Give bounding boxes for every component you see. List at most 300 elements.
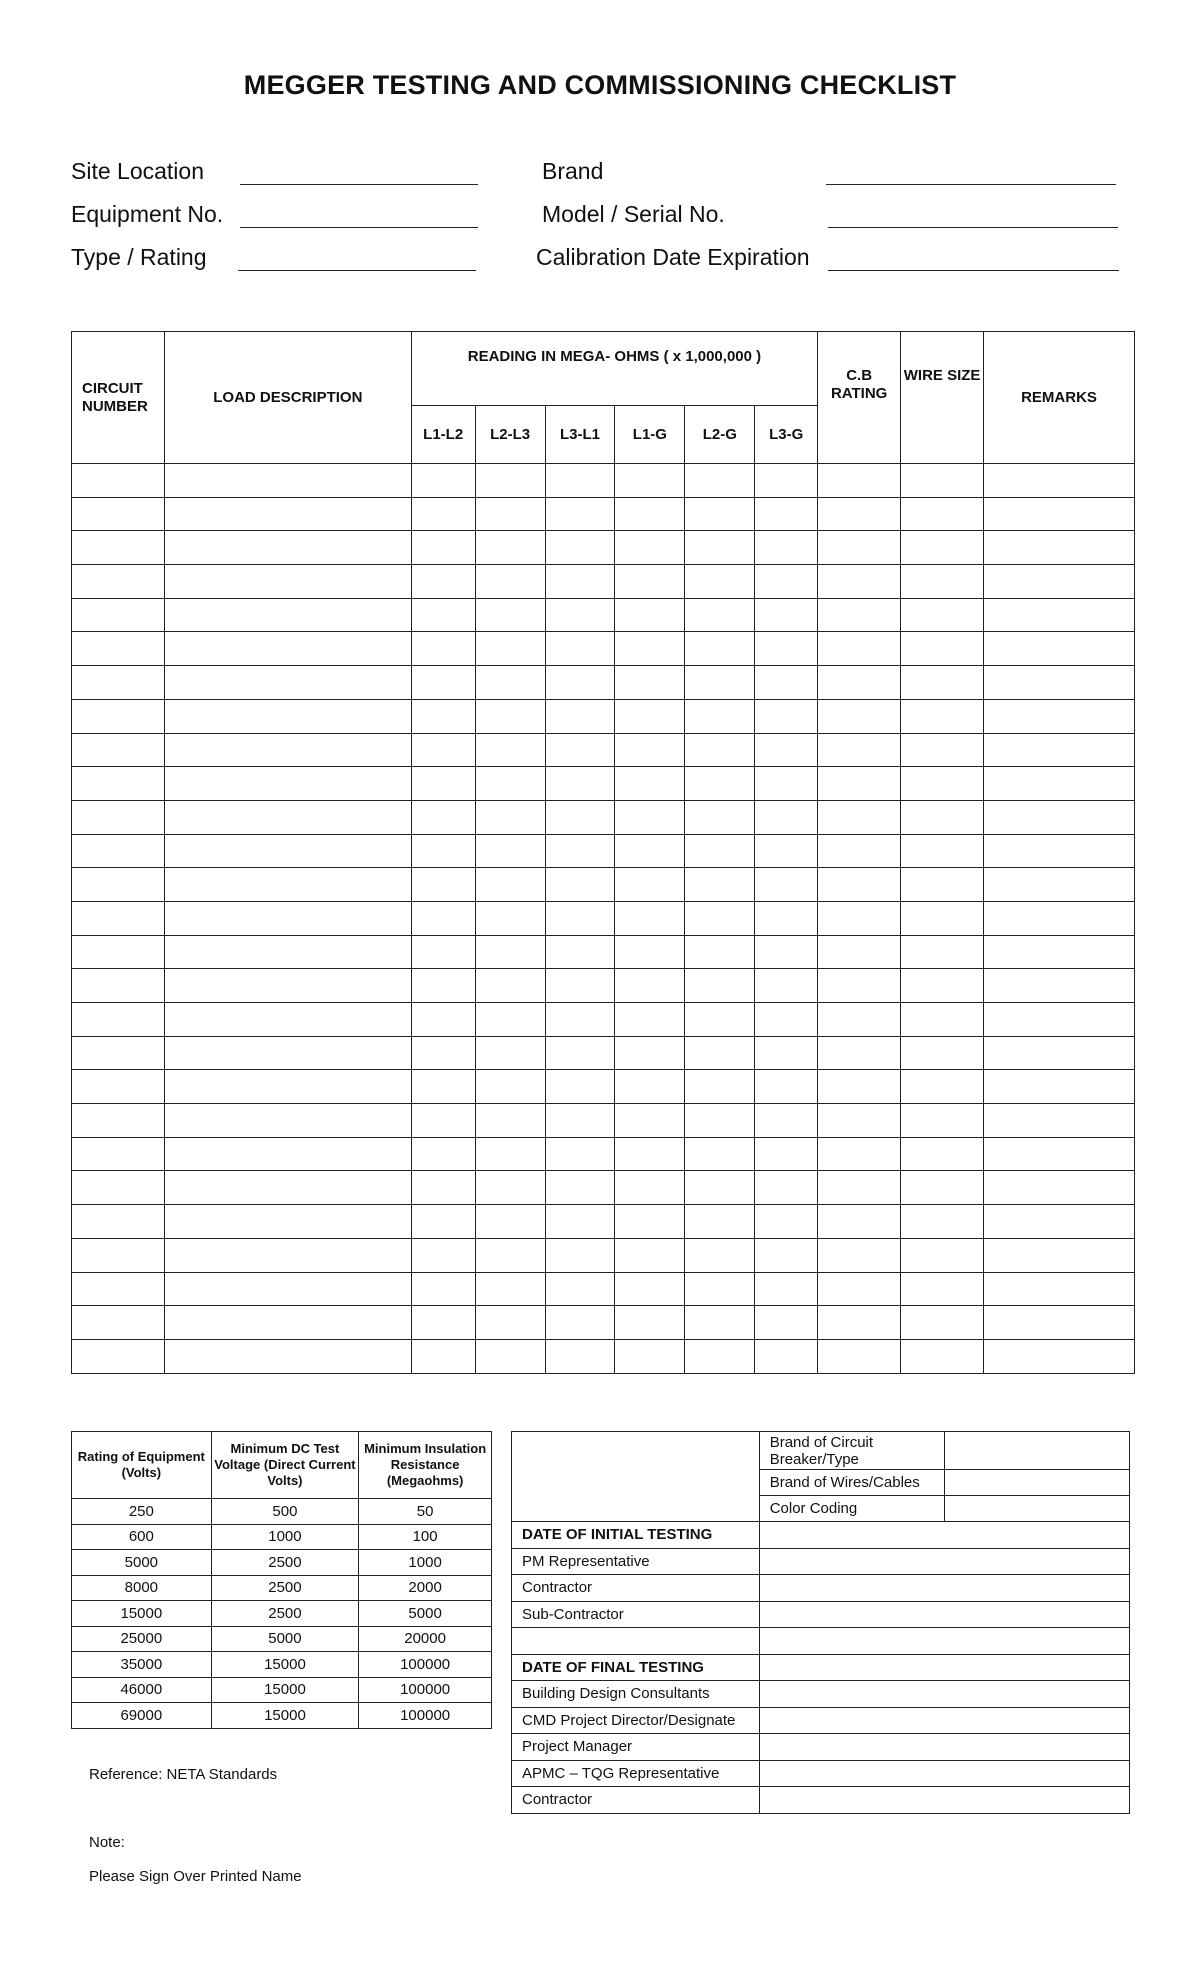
entry-cell[interactable] [901, 497, 984, 531]
entry-cell[interactable] [755, 565, 818, 599]
entry-cell[interactable] [685, 598, 755, 632]
entry-cell[interactable] [984, 767, 1135, 801]
entry-cell[interactable] [545, 1104, 615, 1138]
entry-cell[interactable] [411, 868, 475, 902]
entry-cell[interactable] [685, 531, 755, 565]
entry-cell[interactable] [72, 1036, 165, 1070]
entry-cell[interactable] [164, 1272, 411, 1306]
entry-cell[interactable] [755, 767, 818, 801]
entry-cell[interactable] [164, 1205, 411, 1239]
entry-cell[interactable] [901, 1104, 984, 1138]
entry-cell[interactable] [901, 531, 984, 565]
signature-field[interactable] [759, 1707, 1129, 1734]
entry-cell[interactable] [72, 1306, 165, 1340]
entry-cell[interactable] [545, 464, 615, 498]
entry-cell[interactable] [475, 1171, 545, 1205]
entry-cell[interactable] [164, 868, 411, 902]
entry-cell[interactable] [411, 632, 475, 666]
entry-cell[interactable] [901, 464, 984, 498]
entry-cell[interactable] [164, 834, 411, 868]
entry-cell[interactable] [475, 598, 545, 632]
entry-cell[interactable] [411, 699, 475, 733]
entry-cell[interactable] [685, 666, 755, 700]
entry-cell[interactable] [685, 733, 755, 767]
entry-cell[interactable] [164, 969, 411, 1003]
entry-cell[interactable] [901, 1238, 984, 1272]
entry-cell[interactable] [818, 1339, 901, 1373]
entry-cell[interactable] [984, 1339, 1135, 1373]
entry-cell[interactable] [685, 632, 755, 666]
entry-cell[interactable] [755, 1036, 818, 1070]
entry-cell[interactable] [615, 1339, 685, 1373]
entry-cell[interactable] [411, 1137, 475, 1171]
entry-cell[interactable] [72, 1171, 165, 1205]
entry-cell[interactable] [72, 800, 165, 834]
entry-cell[interactable] [475, 868, 545, 902]
entry-cell[interactable] [164, 733, 411, 767]
entry-cell[interactable] [615, 1104, 685, 1138]
entry-cell[interactable] [164, 531, 411, 565]
entry-cell[interactable] [545, 935, 615, 969]
model-serial-field[interactable] [828, 227, 1118, 228]
entry-cell[interactable] [755, 1171, 818, 1205]
entry-cell[interactable] [164, 497, 411, 531]
type-rating-field[interactable] [238, 270, 476, 271]
entry-cell[interactable] [901, 1070, 984, 1104]
entry-cell[interactable] [901, 834, 984, 868]
entry-cell[interactable] [984, 1171, 1135, 1205]
entry-cell[interactable] [545, 1306, 615, 1340]
entry-cell[interactable] [72, 598, 165, 632]
entry-cell[interactable] [475, 767, 545, 801]
entry-cell[interactable] [615, 868, 685, 902]
entry-cell[interactable] [164, 1003, 411, 1037]
entry-cell[interactable] [984, 1205, 1135, 1239]
brand-wires-field[interactable] [945, 1470, 1130, 1496]
entry-cell[interactable] [818, 834, 901, 868]
signature-field[interactable] [759, 1760, 1129, 1787]
brand-field[interactable] [826, 184, 1116, 185]
entry-cell[interactable] [545, 565, 615, 599]
entry-cell[interactable] [411, 666, 475, 700]
entry-cell[interactable] [755, 1205, 818, 1239]
entry-cell[interactable] [164, 1070, 411, 1104]
entry-cell[interactable] [72, 565, 165, 599]
entry-cell[interactable] [545, 733, 615, 767]
entry-cell[interactable] [164, 1238, 411, 1272]
entry-cell[interactable] [984, 868, 1135, 902]
entry-cell[interactable] [475, 935, 545, 969]
entry-cell[interactable] [901, 1003, 984, 1037]
entry-cell[interactable] [615, 1137, 685, 1171]
entry-cell[interactable] [755, 1306, 818, 1340]
entry-cell[interactable] [411, 935, 475, 969]
entry-cell[interactable] [164, 1171, 411, 1205]
entry-cell[interactable] [901, 699, 984, 733]
entry-cell[interactable] [984, 1036, 1135, 1070]
entry-cell[interactable] [685, 565, 755, 599]
entry-cell[interactable] [411, 1036, 475, 1070]
entry-cell[interactable] [545, 767, 615, 801]
entry-cell[interactable] [615, 565, 685, 599]
entry-cell[interactable] [818, 598, 901, 632]
entry-cell[interactable] [72, 868, 165, 902]
entry-cell[interactable] [615, 464, 685, 498]
entry-cell[interactable] [545, 834, 615, 868]
entry-cell[interactable] [615, 497, 685, 531]
entry-cell[interactable] [72, 1272, 165, 1306]
entry-cell[interactable] [901, 767, 984, 801]
entry-cell[interactable] [615, 834, 685, 868]
entry-cell[interactable] [72, 1137, 165, 1171]
entry-cell[interactable] [984, 1238, 1135, 1272]
entry-cell[interactable] [411, 1238, 475, 1272]
entry-cell[interactable] [411, 565, 475, 599]
entry-cell[interactable] [475, 1036, 545, 1070]
entry-cell[interactable] [411, 1070, 475, 1104]
entry-cell[interactable] [901, 1171, 984, 1205]
entry-cell[interactable] [984, 901, 1135, 935]
entry-cell[interactable] [545, 1238, 615, 1272]
signature-field[interactable] [759, 1548, 1129, 1575]
entry-cell[interactable] [755, 868, 818, 902]
entry-cell[interactable] [818, 1137, 901, 1171]
entry-cell[interactable] [685, 699, 755, 733]
entry-cell[interactable] [685, 1272, 755, 1306]
entry-cell[interactable] [545, 1070, 615, 1104]
entry-cell[interactable] [164, 632, 411, 666]
entry-cell[interactable] [901, 1137, 984, 1171]
entry-cell[interactable] [411, 1171, 475, 1205]
entry-cell[interactable] [984, 699, 1135, 733]
entry-cell[interactable] [685, 1339, 755, 1373]
signature-field[interactable] [759, 1681, 1129, 1708]
entry-cell[interactable] [755, 1003, 818, 1037]
entry-cell[interactable] [901, 969, 984, 1003]
entry-cell[interactable] [818, 565, 901, 599]
entry-cell[interactable] [72, 464, 165, 498]
entry-cell[interactable] [755, 666, 818, 700]
entry-cell[interactable] [164, 1339, 411, 1373]
entry-cell[interactable] [615, 531, 685, 565]
entry-cell[interactable] [475, 1205, 545, 1239]
entry-cell[interactable] [545, 901, 615, 935]
entry-cell[interactable] [685, 800, 755, 834]
entry-cell[interactable] [164, 767, 411, 801]
entry-cell[interactable] [818, 1272, 901, 1306]
entry-cell[interactable] [984, 497, 1135, 531]
entry-cell[interactable] [984, 1272, 1135, 1306]
entry-cell[interactable] [818, 800, 901, 834]
entry-cell[interactable] [411, 1306, 475, 1340]
entry-cell[interactable] [475, 800, 545, 834]
entry-cell[interactable] [475, 901, 545, 935]
entry-cell[interactable] [615, 1003, 685, 1037]
entry-cell[interactable] [984, 1070, 1135, 1104]
entry-cell[interactable] [685, 1171, 755, 1205]
entry-cell[interactable] [164, 1036, 411, 1070]
site-location-field[interactable] [240, 184, 478, 185]
entry-cell[interactable] [164, 699, 411, 733]
entry-cell[interactable] [72, 767, 165, 801]
entry-cell[interactable] [72, 1070, 165, 1104]
entry-cell[interactable] [545, 1003, 615, 1037]
signature-field[interactable] [759, 1575, 1129, 1602]
entry-cell[interactable] [818, 699, 901, 733]
entry-cell[interactable] [901, 901, 984, 935]
entry-cell[interactable] [755, 733, 818, 767]
entry-cell[interactable] [72, 1238, 165, 1272]
entry-cell[interactable] [755, 464, 818, 498]
entry-cell[interactable] [411, 767, 475, 801]
entry-cell[interactable] [755, 935, 818, 969]
entry-cell[interactable] [164, 464, 411, 498]
entry-cell[interactable] [545, 699, 615, 733]
entry-cell[interactable] [475, 1070, 545, 1104]
entry-cell[interactable] [984, 969, 1135, 1003]
entry-cell[interactable] [615, 935, 685, 969]
entry-cell[interactable] [72, 901, 165, 935]
entry-cell[interactable] [411, 1104, 475, 1138]
entry-cell[interactable] [475, 565, 545, 599]
entry-cell[interactable] [818, 935, 901, 969]
entry-cell[interactable] [755, 834, 818, 868]
entry-cell[interactable] [164, 1137, 411, 1171]
entry-cell[interactable] [818, 868, 901, 902]
entry-cell[interactable] [685, 969, 755, 1003]
entry-cell[interactable] [72, 969, 165, 1003]
entry-cell[interactable] [685, 497, 755, 531]
entry-cell[interactable] [72, 497, 165, 531]
entry-cell[interactable] [615, 666, 685, 700]
entry-cell[interactable] [685, 868, 755, 902]
entry-cell[interactable] [72, 935, 165, 969]
entry-cell[interactable] [411, 1205, 475, 1239]
entry-cell[interactable] [475, 1003, 545, 1037]
entry-cell[interactable] [818, 666, 901, 700]
entry-cell[interactable] [475, 834, 545, 868]
entry-cell[interactable] [615, 1171, 685, 1205]
entry-cell[interactable] [615, 632, 685, 666]
entry-cell[interactable] [818, 901, 901, 935]
entry-cell[interactable] [685, 1205, 755, 1239]
entry-cell[interactable] [475, 1272, 545, 1306]
entry-cell[interactable] [984, 1306, 1135, 1340]
brand-cb-field[interactable] [945, 1432, 1130, 1470]
entry-cell[interactable] [545, 1205, 615, 1239]
entry-cell[interactable] [545, 598, 615, 632]
entry-cell[interactable] [475, 733, 545, 767]
entry-cell[interactable] [755, 497, 818, 531]
entry-cell[interactable] [755, 800, 818, 834]
entry-cell[interactable] [164, 1306, 411, 1340]
entry-cell[interactable] [475, 699, 545, 733]
equipment-no-field[interactable] [240, 227, 478, 228]
entry-cell[interactable] [545, 1137, 615, 1171]
entry-cell[interactable] [901, 733, 984, 767]
entry-cell[interactable] [755, 1339, 818, 1373]
entry-cell[interactable] [984, 632, 1135, 666]
entry-cell[interactable] [72, 699, 165, 733]
entry-cell[interactable] [411, 531, 475, 565]
entry-cell[interactable] [545, 868, 615, 902]
entry-cell[interactable] [615, 1306, 685, 1340]
entry-cell[interactable] [818, 969, 901, 1003]
entry-cell[interactable] [72, 1339, 165, 1373]
entry-cell[interactable] [411, 901, 475, 935]
entry-cell[interactable] [755, 699, 818, 733]
signature-field[interactable] [759, 1522, 1129, 1549]
entry-cell[interactable] [411, 834, 475, 868]
entry-cell[interactable] [984, 935, 1135, 969]
signature-field[interactable] [759, 1734, 1129, 1761]
entry-cell[interactable] [984, 834, 1135, 868]
entry-cell[interactable] [818, 497, 901, 531]
entry-cell[interactable] [685, 1036, 755, 1070]
entry-cell[interactable] [901, 1272, 984, 1306]
entry-cell[interactable] [164, 666, 411, 700]
entry-cell[interactable] [615, 1272, 685, 1306]
entry-cell[interactable] [615, 598, 685, 632]
entry-cell[interactable] [164, 565, 411, 599]
entry-cell[interactable] [755, 1137, 818, 1171]
entry-cell[interactable] [685, 464, 755, 498]
entry-cell[interactable] [685, 1070, 755, 1104]
entry-cell[interactable] [615, 1238, 685, 1272]
entry-cell[interactable] [72, 1104, 165, 1138]
entry-cell[interactable] [685, 1137, 755, 1171]
entry-cell[interactable] [615, 1036, 685, 1070]
entry-cell[interactable] [984, 666, 1135, 700]
entry-cell[interactable] [615, 767, 685, 801]
entry-cell[interactable] [818, 1306, 901, 1340]
entry-cell[interactable] [818, 1238, 901, 1272]
entry-cell[interactable] [984, 565, 1135, 599]
entry-cell[interactable] [984, 464, 1135, 498]
entry-cell[interactable] [545, 632, 615, 666]
entry-cell[interactable] [685, 767, 755, 801]
entry-cell[interactable] [901, 1036, 984, 1070]
entry-cell[interactable] [615, 733, 685, 767]
entry-cell[interactable] [164, 598, 411, 632]
entry-cell[interactable] [818, 767, 901, 801]
entry-cell[interactable] [545, 497, 615, 531]
entry-cell[interactable] [685, 901, 755, 935]
entry-cell[interactable] [901, 632, 984, 666]
entry-cell[interactable] [411, 497, 475, 531]
entry-cell[interactable] [475, 1339, 545, 1373]
entry-cell[interactable] [818, 531, 901, 565]
entry-cell[interactable] [984, 598, 1135, 632]
entry-cell[interactable] [615, 1070, 685, 1104]
entry-cell[interactable] [984, 531, 1135, 565]
entry-cell[interactable] [901, 1306, 984, 1340]
color-coding-field[interactable] [945, 1496, 1130, 1522]
entry-cell[interactable] [901, 800, 984, 834]
entry-cell[interactable] [545, 1171, 615, 1205]
entry-cell[interactable] [475, 1104, 545, 1138]
entry-cell[interactable] [615, 800, 685, 834]
entry-cell[interactable] [755, 1272, 818, 1306]
entry-cell[interactable] [818, 1070, 901, 1104]
signature-field[interactable] [759, 1601, 1129, 1628]
entry-cell[interactable] [755, 1238, 818, 1272]
entry-cell[interactable] [615, 1205, 685, 1239]
entry-cell[interactable] [685, 1104, 755, 1138]
entry-cell[interactable] [755, 1070, 818, 1104]
entry-cell[interactable] [72, 531, 165, 565]
calibration-field[interactable] [828, 270, 1119, 271]
entry-cell[interactable] [984, 1137, 1135, 1171]
entry-cell[interactable] [818, 1003, 901, 1037]
entry-cell[interactable] [818, 632, 901, 666]
entry-cell[interactable] [545, 969, 615, 1003]
entry-cell[interactable] [818, 1171, 901, 1205]
entry-cell[interactable] [901, 598, 984, 632]
entry-cell[interactable] [984, 733, 1135, 767]
entry-cell[interactable] [411, 1272, 475, 1306]
entry-cell[interactable] [984, 1104, 1135, 1138]
entry-cell[interactable] [901, 935, 984, 969]
entry-cell[interactable] [411, 1339, 475, 1373]
entry-cell[interactable] [755, 901, 818, 935]
entry-cell[interactable] [411, 598, 475, 632]
entry-cell[interactable] [755, 969, 818, 1003]
entry-cell[interactable] [72, 834, 165, 868]
entry-cell[interactable] [475, 632, 545, 666]
entry-cell[interactable] [685, 834, 755, 868]
entry-cell[interactable] [755, 531, 818, 565]
entry-cell[interactable] [411, 733, 475, 767]
entry-cell[interactable] [545, 800, 615, 834]
entry-cell[interactable] [901, 565, 984, 599]
entry-cell[interactable] [818, 1205, 901, 1239]
entry-cell[interactable] [685, 935, 755, 969]
entry-cell[interactable] [72, 1205, 165, 1239]
entry-cell[interactable] [411, 464, 475, 498]
entry-cell[interactable] [545, 666, 615, 700]
entry-cell[interactable] [475, 1137, 545, 1171]
entry-cell[interactable] [818, 464, 901, 498]
entry-cell[interactable] [475, 1238, 545, 1272]
entry-cell[interactable] [818, 1104, 901, 1138]
entry-cell[interactable] [545, 1036, 615, 1070]
entry-cell[interactable] [72, 733, 165, 767]
entry-cell[interactable] [901, 666, 984, 700]
entry-cell[interactable] [164, 901, 411, 935]
entry-cell[interactable] [164, 800, 411, 834]
entry-cell[interactable] [901, 868, 984, 902]
entry-cell[interactable] [685, 1306, 755, 1340]
entry-cell[interactable] [72, 632, 165, 666]
signature-field[interactable] [759, 1628, 1129, 1655]
entry-cell[interactable] [615, 901, 685, 935]
entry-cell[interactable] [545, 1339, 615, 1373]
entry-cell[interactable] [818, 733, 901, 767]
entry-cell[interactable] [685, 1238, 755, 1272]
entry-cell[interactable] [984, 800, 1135, 834]
entry-cell[interactable] [545, 531, 615, 565]
entry-cell[interactable] [164, 935, 411, 969]
entry-cell[interactable] [755, 1104, 818, 1138]
entry-cell[interactable] [475, 666, 545, 700]
entry-cell[interactable] [72, 666, 165, 700]
entry-cell[interactable] [475, 1306, 545, 1340]
entry-cell[interactable] [475, 464, 545, 498]
entry-cell[interactable] [475, 531, 545, 565]
entry-cell[interactable] [901, 1205, 984, 1239]
entry-cell[interactable] [685, 1003, 755, 1037]
